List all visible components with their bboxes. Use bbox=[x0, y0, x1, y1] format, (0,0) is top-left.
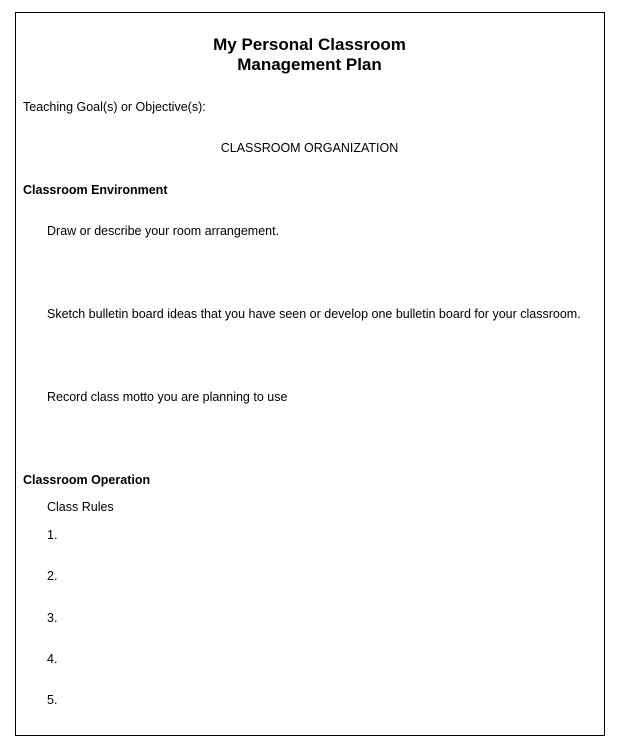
class-rule-item: 5. bbox=[47, 693, 58, 707]
class-rule-item: 2. bbox=[47, 569, 58, 583]
document-title-line-1: My Personal Classroom bbox=[213, 35, 406, 54]
class-rule-item: 4. bbox=[47, 652, 58, 666]
classroom-operation-heading: Classroom Operation bbox=[23, 473, 151, 487]
class-rule-item: 1. bbox=[47, 528, 58, 542]
class-rule-item: 3. bbox=[47, 611, 58, 625]
room-arrangement-prompt: Draw or describe your room arrangement. bbox=[47, 224, 280, 238]
class-motto-prompt: Record class motto you are planning to use bbox=[47, 390, 288, 404]
classroom-environment-heading: Classroom Environment bbox=[23, 183, 168, 197]
document-title-line-2: Management Plan bbox=[237, 55, 382, 74]
teaching-goal-label: Teaching Goal(s) or Objective(s): bbox=[23, 100, 206, 114]
class-rules-label: Class Rules bbox=[47, 500, 114, 514]
section-heading-organization: CLASSROOM ORGANIZATION bbox=[220, 141, 399, 155]
page-border bbox=[15, 12, 605, 736]
bulletin-board-prompt: Sketch bulletin board ideas that you have seen or develop one bulletin board for your classroom. bbox=[47, 307, 581, 321]
